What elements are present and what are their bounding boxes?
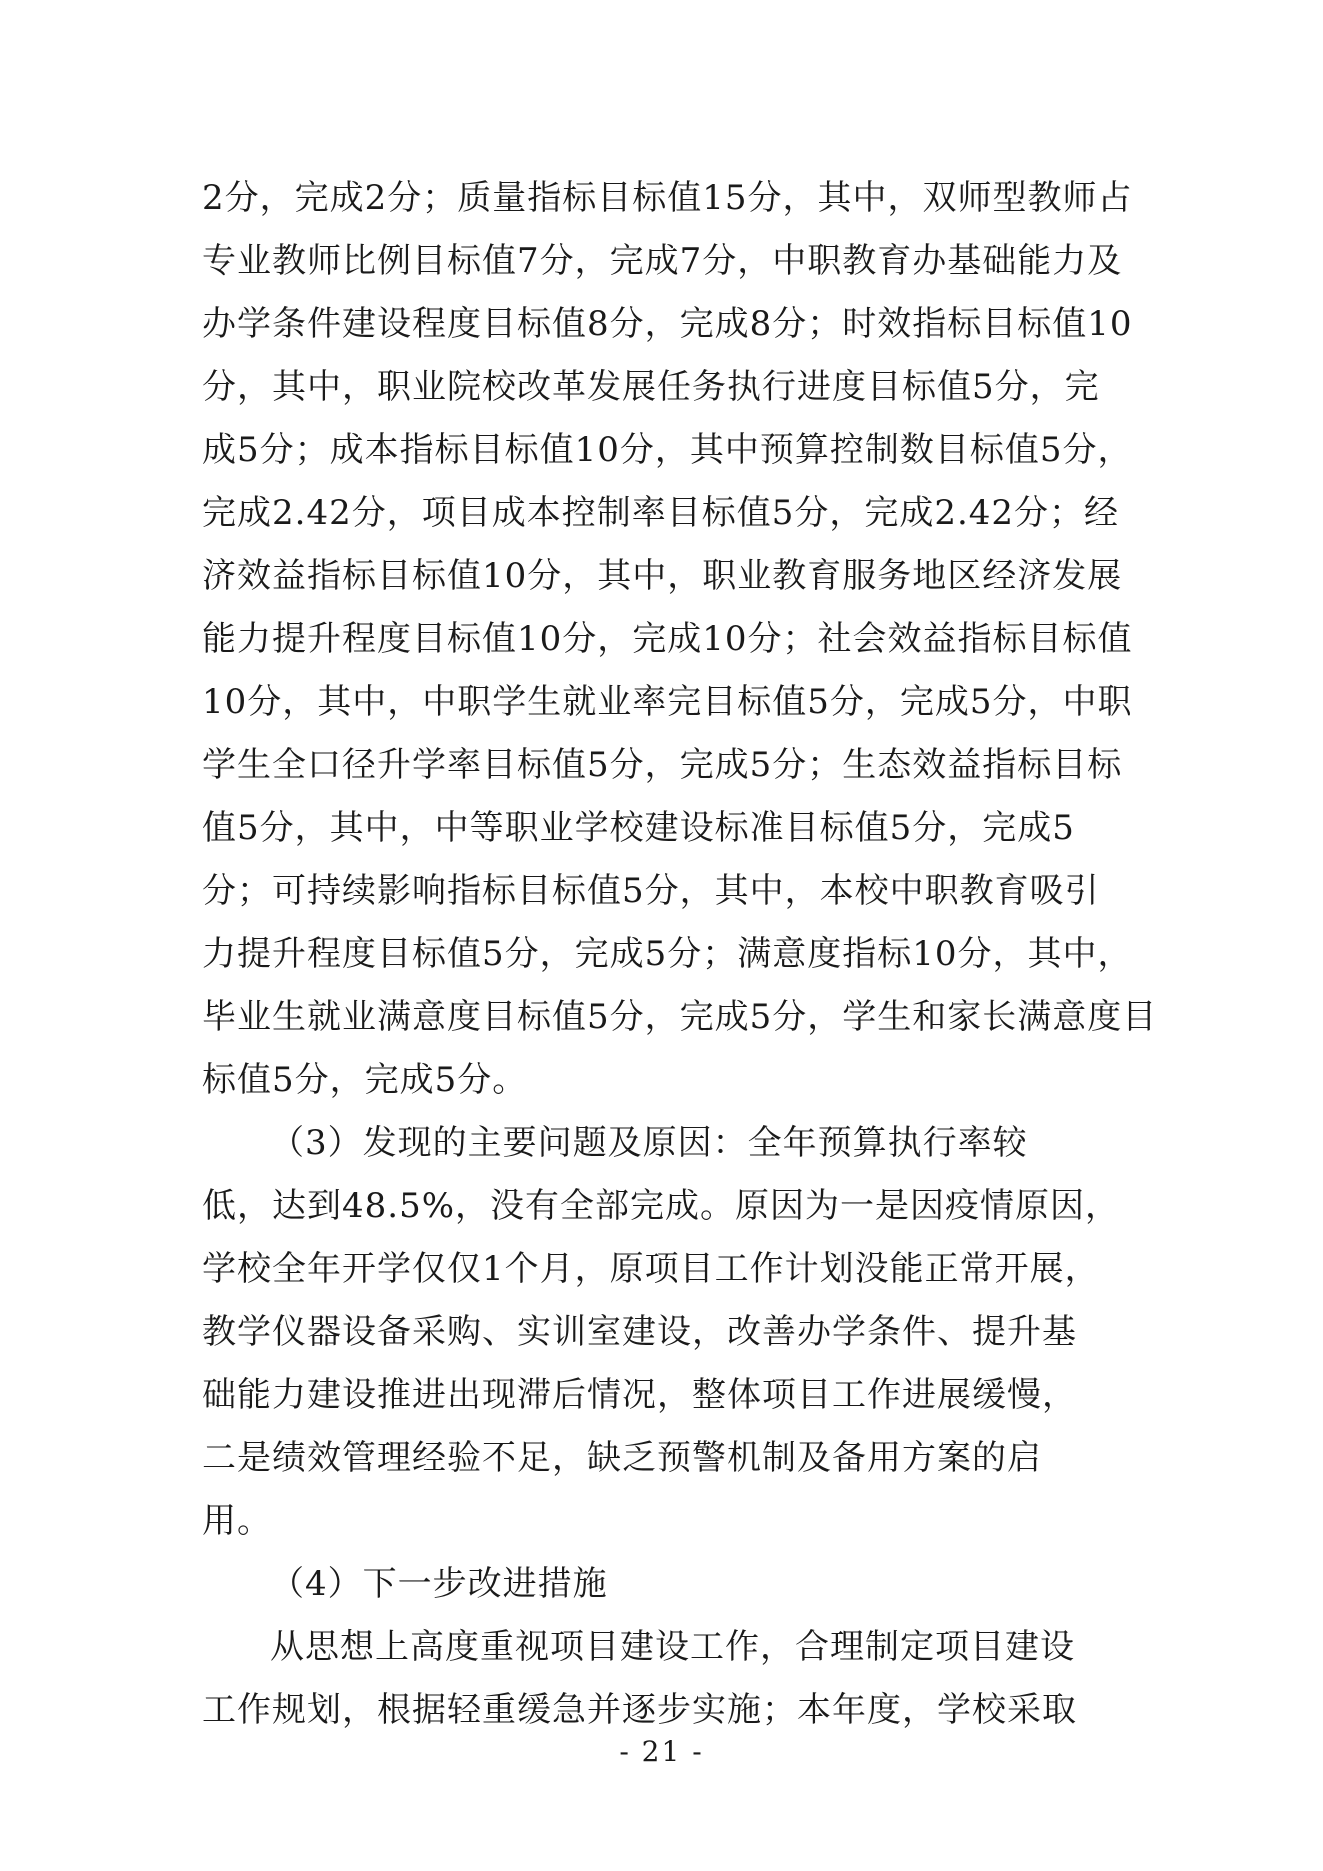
text-line-19: 教学仪器设备采购、实训室建设，改善办学条件、提升基 <box>202 1312 1077 1352</box>
text-line-21: 二是绩效管理经验不足，缺乏预警机制及备用方案的启 <box>202 1438 1042 1478</box>
page-number: - 21 - <box>619 1735 704 1768</box>
section-heading-3: （3）发现的主要问题及原因：全年预算执行率较 <box>270 1123 1028 1163</box>
text-line-6: 完成2.42分，项目成本控制率目标值5分，完成2.42分；经 <box>202 493 1120 533</box>
text-line-12: 分；可持续影响指标目标值5分，其中，本校中职教育吸引 <box>202 871 1100 911</box>
text-line-17: 低，达到48.5%，没有全部完成。原因为一是因疫情原因， <box>202 1186 1121 1226</box>
text-line-9: 10分，其中，中职学生就业率完目标值5分，完成5分，中职 <box>202 682 1133 722</box>
text-line-2: 专业教师比例目标值7分，完成7分，中职教育办基础能力及 <box>202 241 1123 281</box>
text-line-14: 毕业生就业满意度目标值5分，完成5分，学生和家长满意度目 <box>202 997 1158 1037</box>
text-line-22: 用。 <box>202 1501 272 1541</box>
text-line-5: 成5分；成本指标目标值10分，其中预算控制数目标值5分， <box>202 430 1133 470</box>
text-line-10: 学生全口径升学率目标值5分，完成5分；生态效益指标目标 <box>202 745 1123 785</box>
text-line-15: 标值5分，完成5分。 <box>202 1060 528 1100</box>
text-line-11: 值5分，其中，中等职业学校建设标准目标值5分，完成5 <box>202 808 1075 848</box>
text-line-25: 工作规划，根据轻重缓急并逐步实施；本年度，学校采取 <box>202 1690 1077 1730</box>
text-line-20: 础能力建设推进出现滞后情况，整体项目工作进展缓慢， <box>202 1375 1077 1415</box>
text-line-4: 分，其中，职业院校改革发展任务执行进度目标值5分，完 <box>202 367 1100 407</box>
text-line-24: 从思想上高度重视项目建设工作，合理制定项目建设 <box>270 1627 1075 1667</box>
text-line-3: 办学条件建设程度目标值8分，完成8分；时效指标目标值10 <box>202 304 1133 344</box>
text-line-1: 2分，完成2分；质量指标目标值15分，其中，双师型教师占 <box>202 178 1133 218</box>
text-line-18: 学校全年开学仅仅1个月，原项目工作计划没能正常开展， <box>202 1249 1100 1289</box>
text-line-8: 能力提升程度目标值10分，完成10分；社会效益指标目标值 <box>202 619 1133 659</box>
text-line-7: 济效益指标目标值10分，其中，职业教育服务地区经济发展 <box>202 556 1123 596</box>
text-line-13: 力提升程度目标值5分，完成5分；满意度指标10分，其中， <box>202 934 1133 974</box>
section-heading-4: （4）下一步改进措施 <box>270 1564 608 1604</box>
